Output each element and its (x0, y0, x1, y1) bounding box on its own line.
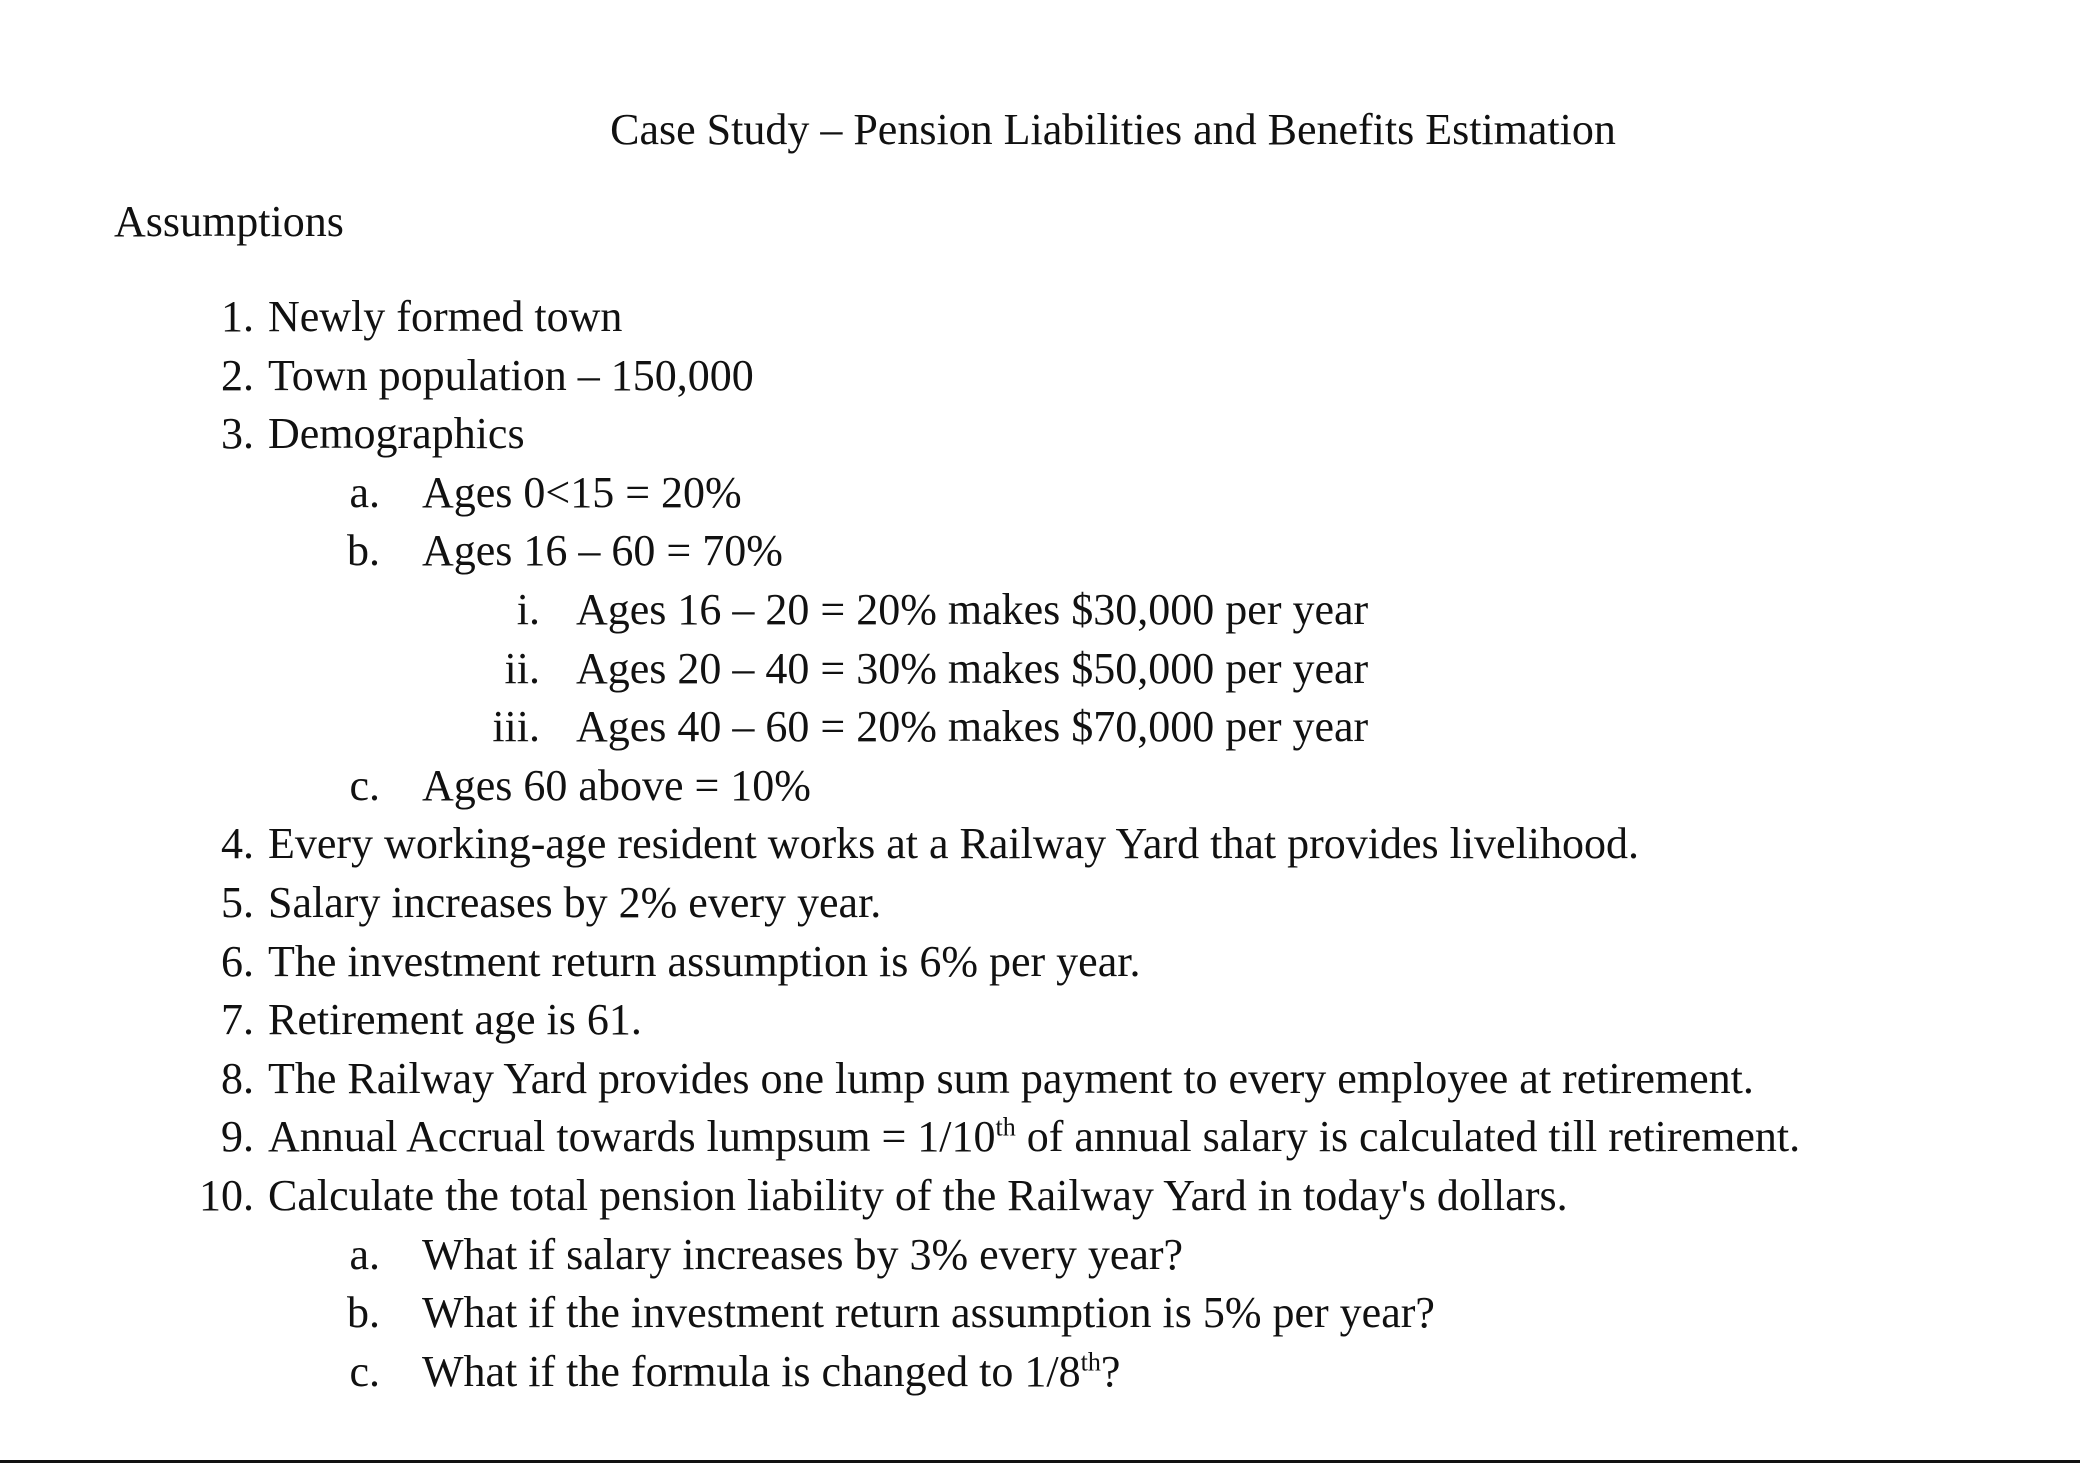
list-marker: 8. (221, 1053, 254, 1103)
list-item-text: Ages 60 above = 10% (422, 760, 811, 810)
list-item-text: Ages 16 – 20 = 20% makes $30,000 per year (576, 584, 1369, 634)
list-marker: 5. (221, 877, 254, 927)
document-title: Case Study – Pension Liabilities and Benefits Estimation (610, 105, 1616, 154)
list-item-text: Ages 20 – 40 = 30% makes $50,000 per year (576, 643, 1369, 693)
list-item (0, 1108, 2080, 1167)
superscript: th (1080, 1347, 1101, 1377)
list-marker: i. (516, 584, 540, 634)
list-item (0, 933, 2080, 992)
list-marker: a. (349, 1229, 380, 1279)
list-marker: iii. (492, 702, 540, 752)
list-item (0, 464, 2080, 523)
text-part: of annual salary is calculated till retirement. (1015, 1112, 1801, 1162)
list-marker: c. (349, 1346, 380, 1396)
list-item-text: Ages 40 – 60 = 20% makes $70,000 per year (576, 702, 1369, 752)
list-item (0, 1343, 2080, 1402)
section-heading: Assumptions (114, 197, 344, 246)
text-part: What if the formula is changed to 1/8 (422, 1346, 1081, 1396)
list-marker: ii. (504, 643, 540, 693)
list-item-text: Demographics (268, 409, 525, 459)
list-item-text: Newly formed town (268, 292, 623, 341)
list-item (0, 581, 2080, 640)
list-item (0, 991, 2080, 1050)
list-item (0, 757, 2080, 816)
list-item (0, 640, 2080, 699)
list-item-text: Every working-age resident works at a Railway Yard that provides livelihood. (268, 819, 1640, 869)
assumptions-list (0, 288, 2080, 1401)
list-item (0, 1284, 2080, 1343)
list-item-text: Ages 16 – 60 = 70% (422, 526, 783, 576)
list-item-text (422, 1343, 1120, 1402)
page-bottom-border (0, 1460, 2080, 1463)
list-marker: 2. (221, 350, 254, 400)
list-item-text: Retirement age is 61. (268, 995, 642, 1045)
list-item (0, 1226, 2080, 1285)
list-marker: b. (347, 526, 380, 576)
list-item-text (268, 1108, 1800, 1167)
text-part: ? (1100, 1346, 1121, 1396)
list-marker: b. (347, 1288, 380, 1338)
list-marker: 10. (199, 1170, 254, 1220)
list-item (0, 522, 2080, 581)
list-item-text: Ages 0<15 = 20% (422, 467, 742, 517)
list-item (0, 815, 2080, 874)
list-item (0, 698, 2080, 757)
superscript: th (995, 1112, 1016, 1142)
list-marker: 1. (221, 292, 254, 341)
list-item (0, 1167, 2080, 1226)
list-item-text: The Railway Yard provides one lump sum payment to every employee at retirement. (268, 1053, 1754, 1103)
list-item-text: What if the investment return assumption is 5% per year? (422, 1288, 1435, 1338)
list-item (0, 1050, 2080, 1109)
list-marker: 7. (221, 995, 254, 1045)
list-item (0, 347, 2080, 406)
list-marker: a. (349, 467, 380, 517)
list-marker: c. (349, 760, 380, 810)
list-marker: 6. (221, 936, 254, 986)
list-item-text: Salary increases by 2% every year. (268, 877, 882, 927)
list-item-text: Town population – 150,000 (268, 350, 754, 400)
list-item (0, 288, 2080, 347)
list-item-text: What if salary increases by 3% every year? (422, 1229, 1184, 1279)
text-part: Annual Accrual towards lumpsum = 1/10 (268, 1112, 996, 1162)
list-item-text: The investment return assumption is 6% per year. (268, 936, 1141, 986)
list-marker: 9. (221, 1112, 254, 1162)
list-marker: 4. (221, 819, 254, 869)
list-marker: 3. (221, 409, 254, 459)
list-item-text: Calculate the total pension liability of the Railway Yard in today's dollars. (268, 1170, 1568, 1220)
list-item (0, 405, 2080, 464)
list-item (0, 874, 2080, 933)
